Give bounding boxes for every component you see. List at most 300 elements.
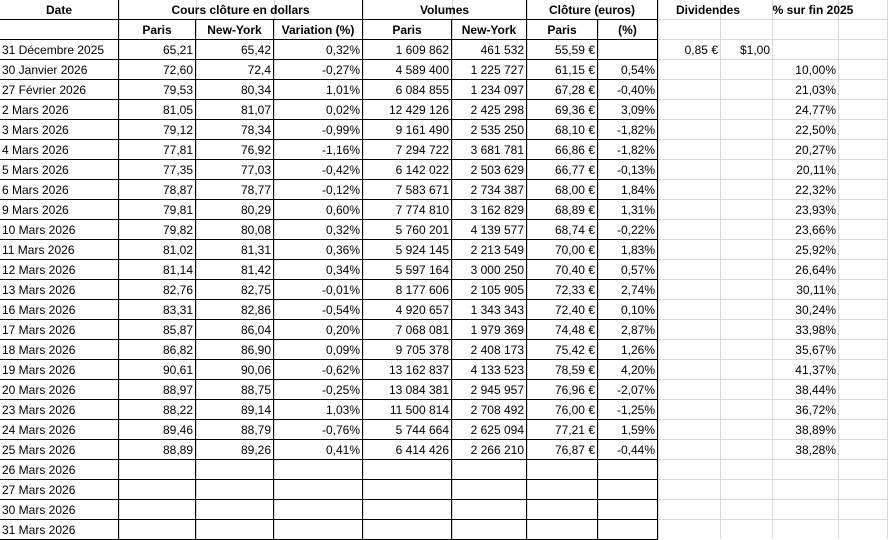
cell-date[interactable]: 23 Mars 2026 bbox=[0, 400, 119, 420]
cell-dividend-eur[interactable] bbox=[658, 100, 720, 120]
cell-close-new-york[interactable] bbox=[196, 500, 274, 520]
table-row bbox=[0, 440, 888, 460]
cell-dividend-eur[interactable] bbox=[658, 400, 720, 420]
cell-dividend-usd[interactable] bbox=[720, 160, 772, 180]
cell-euro-paris[interactable]: 68,89 € bbox=[527, 200, 598, 220]
cell-euro-pct[interactable] bbox=[598, 40, 658, 60]
cell-pct-fin-2025[interactable]: 41,37% bbox=[795, 363, 836, 377]
cell-pct-fin-2025[interactable]: 22,50% bbox=[795, 123, 836, 137]
cell-variation[interactable]: -1,16% bbox=[274, 140, 363, 160]
cell-date[interactable]: 11 Mars 2026 bbox=[0, 240, 119, 260]
cell-close-new-york[interactable]: 77,03 bbox=[196, 160, 274, 180]
cell-variation[interactable] bbox=[274, 500, 363, 520]
cell-dividend-eur[interactable] bbox=[658, 200, 720, 220]
cell-euro-paris[interactable] bbox=[527, 520, 598, 540]
cell-dividend-usd[interactable] bbox=[720, 380, 772, 400]
cell-volume-new-york[interactable]: 1 343 343 bbox=[452, 300, 527, 320]
cell-euro-paris[interactable]: 77,21 € bbox=[527, 420, 598, 440]
cell-variation[interactable]: -0,54% bbox=[274, 300, 363, 320]
cell-variation[interactable]: -0,99% bbox=[274, 120, 363, 140]
cell-dividend-usd[interactable] bbox=[720, 400, 772, 420]
cell-close-paris[interactable] bbox=[119, 520, 196, 540]
cell-close-paris[interactable] bbox=[119, 500, 196, 520]
table-row bbox=[0, 140, 888, 160]
cell-euro-paris[interactable]: 76,87 € bbox=[527, 440, 598, 460]
cell-dividend-usd[interactable] bbox=[720, 60, 772, 80]
cell-variation[interactable]: 0,20% bbox=[274, 320, 363, 340]
cell-close-paris[interactable]: 86,82 bbox=[119, 340, 196, 360]
cell-close-paris[interactable] bbox=[119, 460, 196, 480]
cell-euro-paris[interactable] bbox=[527, 460, 598, 480]
table-row bbox=[0, 60, 888, 80]
cell-pct-fin-2025[interactable] bbox=[772, 520, 838, 540]
header-variation[interactable]: Variation (%) bbox=[274, 20, 363, 40]
cell-close-paris[interactable] bbox=[119, 480, 196, 500]
cell-euro-paris[interactable]: 74,48 € bbox=[527, 320, 598, 340]
table-row bbox=[0, 200, 888, 220]
cell-variation[interactable]: -0,62% bbox=[274, 360, 363, 380]
cell-pct-fin-2025[interactable]: 22,32% bbox=[795, 183, 836, 197]
cell-dividend-usd[interactable]: $1,00 bbox=[739, 43, 770, 57]
cell-date[interactable]: 27 Février 2026 bbox=[0, 80, 119, 100]
cell-dividend-usd[interactable] bbox=[720, 140, 772, 160]
cell-volume-new-york[interactable] bbox=[452, 520, 527, 540]
cell-close-paris[interactable]: 81,14 bbox=[119, 260, 196, 280]
cell-volume-new-york[interactable]: 2 266 210 bbox=[452, 440, 527, 460]
cell-dividend-eur[interactable]: 0,85 € bbox=[684, 43, 718, 57]
cell-date[interactable]: 26 Mars 2026 bbox=[0, 460, 119, 480]
cell-euro-paris[interactable] bbox=[527, 500, 598, 520]
cell-dividend-eur[interactable] bbox=[658, 520, 720, 540]
cell-date[interactable]: 31 Décembre 2025 bbox=[0, 40, 119, 60]
cell-dividend-usd[interactable] bbox=[720, 280, 772, 300]
cell-variation[interactable]: 1,01% bbox=[274, 80, 363, 100]
cell-date[interactable]: 10 Mars 2026 bbox=[0, 220, 119, 240]
cell-date[interactable]: 27 Mars 2026 bbox=[0, 480, 119, 500]
cell-close-new-york[interactable]: 81,42 bbox=[196, 260, 274, 280]
cell-volume-new-york[interactable]: 3 162 829 bbox=[452, 200, 527, 220]
cell-volume-new-york[interactable]: 2 213 549 bbox=[452, 240, 527, 260]
cell-euro-paris[interactable]: 66,77 € bbox=[527, 160, 598, 180]
cell-euro-pct[interactable]: -0,13% bbox=[598, 160, 658, 180]
cell-euro-pct[interactable]: 0,54% bbox=[598, 60, 658, 80]
cell-close-paris[interactable]: 79,82 bbox=[119, 220, 196, 240]
cell-close-new-york[interactable]: 78,34 bbox=[196, 120, 274, 140]
cell-volume-paris[interactable]: 7 774 810 bbox=[363, 200, 452, 220]
cell-volume-new-york[interactable]: 4 139 577 bbox=[452, 220, 527, 240]
cell-euro-paris[interactable]: 75,42 € bbox=[527, 340, 598, 360]
cell-date[interactable]: 6 Mars 2026 bbox=[0, 180, 119, 200]
cell-close-new-york[interactable]: 88,79 bbox=[196, 420, 274, 440]
cell-euro-paris[interactable]: 78,59 € bbox=[527, 360, 598, 380]
cell-volume-paris[interactable]: 7 583 671 bbox=[363, 180, 452, 200]
cell-volume-paris[interactable]: 6 084 855 bbox=[363, 80, 452, 100]
cell-dividend-eur[interactable] bbox=[658, 380, 720, 400]
cell-dividend-usd[interactable] bbox=[720, 420, 772, 440]
cell-dividend-eur[interactable] bbox=[658, 360, 720, 380]
header-paris[interactable]: Paris bbox=[119, 20, 196, 40]
cell-close-new-york[interactable]: 65,42 bbox=[196, 40, 274, 60]
cell-euro-pct[interactable]: 0,10% bbox=[598, 300, 658, 320]
cell-volume-new-york[interactable]: 1 225 727 bbox=[452, 60, 527, 80]
header-volume-new-york[interactable]: New-York bbox=[452, 20, 527, 40]
cell-euro-pct[interactable]: 1,26% bbox=[598, 340, 658, 360]
cell-volume-new-york[interactable]: 2 708 492 bbox=[452, 400, 527, 420]
cell-dividend-eur[interactable] bbox=[658, 480, 720, 500]
cell-pct-fin-2025[interactable]: 30,11% bbox=[796, 283, 836, 297]
cell-dividend-usd[interactable] bbox=[720, 440, 772, 460]
cell-dividend-eur[interactable] bbox=[658, 320, 720, 340]
cell-euro-pct[interactable]: -0,44% bbox=[598, 440, 658, 460]
cell-variation[interactable]: -0,01% bbox=[274, 280, 363, 300]
cell-close-paris[interactable]: 85,87 bbox=[119, 320, 196, 340]
cell-pct-fin-2025[interactable]: 30,24% bbox=[795, 303, 836, 317]
cell-dividend-usd[interactable] bbox=[720, 320, 772, 340]
cell-euro-pct[interactable]: 1,31% bbox=[598, 200, 658, 220]
table-row bbox=[0, 160, 888, 180]
cell-volume-paris[interactable]: 4 920 657 bbox=[363, 300, 452, 320]
cell-euro-pct[interactable] bbox=[598, 500, 658, 520]
cell-variation[interactable]: 0,32% bbox=[274, 40, 363, 60]
cell-volume-paris[interactable]: 1 609 862 bbox=[363, 40, 452, 60]
cell-euro-paris[interactable]: 76,00 € bbox=[527, 400, 598, 420]
cell-pct-fin-2025[interactable]: 21,03% bbox=[795, 83, 836, 97]
cell-euro-pct[interactable]: -1,25% bbox=[598, 400, 658, 420]
cell-dividend-usd[interactable] bbox=[720, 80, 772, 100]
cell-close-paris[interactable]: 77,81 bbox=[119, 140, 196, 160]
cell-close-paris[interactable]: 89,46 bbox=[119, 420, 196, 440]
cell-close-new-york[interactable]: 82,75 bbox=[196, 280, 274, 300]
cell-dividend-usd[interactable] bbox=[720, 340, 772, 360]
cell-pct-fin-2025[interactable]: 33,98% bbox=[795, 323, 836, 337]
cell-euro-paris[interactable] bbox=[527, 480, 598, 500]
cell-dividend-usd[interactable] bbox=[720, 300, 772, 320]
cell-date[interactable]: 24 Mars 2026 bbox=[0, 420, 119, 440]
cell-close-new-york[interactable] bbox=[196, 460, 274, 480]
cell-date[interactable]: 19 Mars 2026 bbox=[0, 360, 119, 380]
cell-euro-pct[interactable]: -0,22% bbox=[598, 220, 658, 240]
cell-close-new-york[interactable]: 76,92 bbox=[196, 140, 274, 160]
cell-variation[interactable]: 0,32% bbox=[274, 220, 363, 240]
cell-dividend-eur[interactable] bbox=[658, 500, 720, 520]
cell-volume-paris[interactable]: 9 161 490 bbox=[363, 120, 452, 140]
table-row bbox=[0, 260, 888, 280]
cell-volume-new-york[interactable]: 2 945 957 bbox=[452, 380, 527, 400]
cell-close-new-york[interactable] bbox=[196, 520, 274, 540]
cell-variation[interactable]: 0,41% bbox=[274, 440, 363, 460]
cell-dividend-eur[interactable] bbox=[658, 120, 720, 140]
cell-euro-paris[interactable]: 69,36 € bbox=[527, 100, 598, 120]
cell-euro-pct[interactable] bbox=[598, 460, 658, 480]
cell-euro-pct[interactable]: 4,20% bbox=[598, 360, 658, 380]
cell-euro-pct[interactable]: -1,82% bbox=[598, 140, 658, 160]
cell-close-new-york[interactable]: 81,31 bbox=[196, 240, 274, 260]
cell-volume-new-york[interactable]: 1 979 369 bbox=[452, 320, 527, 340]
cell-variation[interactable]: 0,34% bbox=[274, 260, 363, 280]
cell-pct-fin-2025[interactable]: 38,89% bbox=[795, 423, 836, 437]
cell-close-paris[interactable]: 72,60 bbox=[119, 60, 196, 80]
cell-pct-fin-2025[interactable]: 23,93% bbox=[795, 203, 836, 217]
cell-euro-paris[interactable]: 55,59 € bbox=[527, 40, 598, 60]
cell-volume-paris[interactable]: 7 068 081 bbox=[363, 320, 452, 340]
cell-euro-paris[interactable]: 76,96 € bbox=[527, 380, 598, 400]
cell-dividend-usd[interactable] bbox=[720, 260, 772, 280]
cell-close-new-york[interactable]: 80,34 bbox=[196, 80, 274, 100]
cell-volume-paris[interactable]: 12 429 126 bbox=[363, 100, 452, 120]
cell-volume-new-york[interactable]: 2 425 298 bbox=[452, 100, 527, 120]
header-volume-paris[interactable]: Paris bbox=[363, 20, 452, 40]
cell-volume-paris[interactable]: 6 414 426 bbox=[363, 440, 452, 460]
cell-variation[interactable]: 0,36% bbox=[274, 240, 363, 260]
cell-volume-new-york[interactable]: 2 535 250 bbox=[452, 120, 527, 140]
cell-euro-pct[interactable]: -2,07% bbox=[598, 380, 658, 400]
cell-dividend-usd[interactable] bbox=[720, 360, 772, 380]
cell-close-new-york[interactable]: 80,08 bbox=[196, 220, 274, 240]
cell-euro-paris[interactable]: 72,40 € bbox=[527, 300, 598, 320]
cell-volume-new-york[interactable]: 1 234 097 bbox=[452, 80, 527, 100]
cell-date[interactable]: 25 Mars 2026 bbox=[0, 440, 119, 460]
cell-pct-fin-2025[interactable]: 38,44% bbox=[795, 383, 836, 397]
cell-dividend-eur[interactable] bbox=[658, 80, 720, 100]
cell-dividend-usd[interactable] bbox=[720, 460, 772, 480]
cell-date[interactable]: 20 Mars 2026 bbox=[0, 380, 119, 400]
cell-volume-new-york[interactable]: 2 503 629 bbox=[452, 160, 527, 180]
cell-close-new-york[interactable]: 90,06 bbox=[196, 360, 274, 380]
cell-dividend-eur[interactable] bbox=[658, 160, 720, 180]
cell-euro-pct[interactable]: 0,57% bbox=[598, 260, 658, 280]
cell-volume-new-york[interactable]: 3 681 781 bbox=[452, 140, 527, 160]
cell-dividend-usd[interactable] bbox=[720, 120, 772, 140]
cell-close-paris[interactable]: 81,02 bbox=[119, 240, 196, 260]
header-row-2 bbox=[0, 20, 888, 40]
header-cours-group[interactable]: Cours clôture en dollars bbox=[119, 0, 363, 20]
cell-euro-paris[interactable]: 68,10 € bbox=[527, 120, 598, 140]
header-euro-paris[interactable]: Paris bbox=[527, 20, 598, 40]
cell-volume-paris[interactable]: 5 760 201 bbox=[363, 220, 452, 240]
cell-volume-paris[interactable]: 6 142 022 bbox=[363, 160, 452, 180]
cell-volume-paris[interactable] bbox=[363, 480, 452, 500]
cell-volume-paris[interactable]: 5 744 664 bbox=[363, 420, 452, 440]
cell-dividend-eur[interactable] bbox=[658, 280, 720, 300]
cell-close-paris[interactable]: 65,21 bbox=[119, 40, 196, 60]
cell-close-new-york[interactable]: 86,90 bbox=[196, 340, 274, 360]
cell-variation[interactable]: 1,03% bbox=[274, 400, 363, 420]
cell-volume-paris[interactable] bbox=[363, 460, 452, 480]
cell-variation[interactable]: -0,27% bbox=[274, 60, 363, 80]
cell-close-new-york[interactable] bbox=[196, 480, 274, 500]
cell-euro-pct[interactable] bbox=[598, 480, 658, 500]
cell-euro-paris[interactable]: 68,74 € bbox=[527, 220, 598, 240]
cell-dividend-eur[interactable] bbox=[658, 140, 720, 160]
cell-euro-paris[interactable]: 70,00 € bbox=[527, 240, 598, 260]
cell-volume-paris[interactable]: 8 177 606 bbox=[363, 280, 452, 300]
cell-close-paris[interactable]: 77,35 bbox=[119, 160, 196, 180]
cell-date[interactable]: 9 Mars 2026 bbox=[0, 200, 119, 220]
table-row bbox=[0, 360, 888, 380]
cell-euro-paris[interactable]: 70,40 € bbox=[527, 260, 598, 280]
cell-dividend-usd[interactable] bbox=[720, 180, 772, 200]
cell-euro-pct[interactable]: -0,40% bbox=[598, 80, 658, 100]
cell-volume-paris[interactable]: 5 597 164 bbox=[363, 260, 452, 280]
cell-volume-new-york[interactable]: 2 625 094 bbox=[452, 420, 527, 440]
cell-euro-paris[interactable]: 61,15 € bbox=[527, 60, 598, 80]
cell-volume-paris[interactable] bbox=[363, 500, 452, 520]
cell-date[interactable]: 18 Mars 2026 bbox=[0, 340, 119, 360]
cell-dividend-eur[interactable] bbox=[658, 60, 720, 80]
cell-dividend-usd[interactable] bbox=[720, 480, 772, 500]
cell-dividend-eur[interactable] bbox=[658, 340, 720, 360]
header-pct-fin-2025[interactable]: % sur fin 2025 bbox=[772, 3, 854, 17]
cell-euro-pct[interactable]: 1,83% bbox=[598, 240, 658, 260]
cell-close-new-york[interactable]: 78,77 bbox=[196, 180, 274, 200]
cell-volume-paris[interactable]: 7 294 722 bbox=[363, 140, 452, 160]
cell-pct-fin-2025[interactable] bbox=[772, 500, 838, 520]
cell-volume-new-york[interactable]: 2 105 905 bbox=[452, 280, 527, 300]
cell-close-paris[interactable]: 79,53 bbox=[119, 80, 196, 100]
table-row bbox=[0, 460, 888, 480]
cell-volume-new-york[interactable]: 461 532 bbox=[452, 40, 527, 60]
cell-dividend-usd[interactable] bbox=[720, 240, 772, 260]
cell-volume-paris[interactable]: 4 589 400 bbox=[363, 60, 452, 80]
cell-variation[interactable] bbox=[274, 520, 363, 540]
cell-pct-fin-2025[interactable]: 35,67% bbox=[795, 343, 836, 357]
cell-close-paris[interactable]: 90,61 bbox=[119, 360, 196, 380]
cell-variation[interactable]: 0,60% bbox=[274, 200, 363, 220]
cell-volume-paris[interactable]: 13 162 837 bbox=[363, 360, 452, 380]
header-date-empty[interactable] bbox=[0, 20, 119, 40]
cell-dividend-eur[interactable] bbox=[658, 220, 720, 240]
cell-dividend-usd[interactable] bbox=[720, 100, 772, 120]
cell-date[interactable]: 4 Mars 2026 bbox=[0, 140, 119, 160]
cell-close-paris[interactable]: 88,97 bbox=[119, 380, 196, 400]
cell-volume-new-york[interactable]: 3 000 250 bbox=[452, 260, 527, 280]
cell-variation[interactable]: 0,09% bbox=[274, 340, 363, 360]
cell-euro-paris[interactable]: 72,33 € bbox=[527, 280, 598, 300]
cell-pct-fin-2025[interactable]: 24,77% bbox=[795, 103, 836, 117]
header-cloture-euros-group[interactable]: Clôture (euros) bbox=[527, 0, 658, 20]
cell-close-new-york[interactable]: 72,4 bbox=[196, 60, 274, 80]
cell-volume-paris[interactable] bbox=[363, 520, 452, 540]
cell-dividend-usd[interactable] bbox=[720, 520, 772, 540]
cell-close-new-york[interactable]: 88,75 bbox=[196, 380, 274, 400]
cell-pct-fin-2025[interactable]: 25,92% bbox=[795, 243, 836, 257]
header-volumes-group[interactable]: Volumes bbox=[363, 0, 527, 20]
cell-dividend-eur[interactable] bbox=[658, 300, 720, 320]
cell-euro-pct[interactable]: -1,82% bbox=[598, 120, 658, 140]
table-row bbox=[0, 340, 888, 360]
header-date[interactable]: Date bbox=[0, 0, 119, 20]
cell-date[interactable]: 31 Mars 2026 bbox=[0, 520, 119, 540]
cell-pct-fin-2025[interactable]: 38,28% bbox=[795, 443, 836, 457]
cell-variation[interactable]: -0,76% bbox=[274, 420, 363, 440]
cell-pct-fin-2025[interactable] bbox=[772, 40, 838, 60]
cell-pct-fin-2025[interactable] bbox=[772, 460, 838, 480]
cell-dividend-usd[interactable] bbox=[720, 220, 772, 240]
cell-close-new-york[interactable]: 82,86 bbox=[196, 300, 274, 320]
cell-pct-fin-2025[interactable]: 36,72% bbox=[795, 403, 836, 417]
cell-dividend-eur[interactable] bbox=[658, 260, 720, 280]
cell-variation[interactable] bbox=[274, 480, 363, 500]
header-new-york[interactable]: New-York bbox=[196, 20, 274, 40]
cell-euro-pct[interactable]: 2,87% bbox=[598, 320, 658, 340]
cell-volume-paris[interactable]: 13 084 381 bbox=[363, 380, 452, 400]
cell-close-paris[interactable]: 81,05 bbox=[119, 100, 196, 120]
cell-dividend-eur[interactable] bbox=[658, 240, 720, 260]
cell-pct-fin-2025[interactable]: 10,00% bbox=[795, 63, 836, 77]
cell-close-new-york[interactable]: 81,07 bbox=[196, 100, 274, 120]
header-euro-pct[interactable]: (%) bbox=[598, 20, 658, 40]
cell-euro-paris[interactable]: 66,86 € bbox=[527, 140, 598, 160]
cell-date[interactable]: 13 Mars 2026 bbox=[0, 280, 119, 300]
cell-date[interactable]: 30 Mars 2026 bbox=[0, 500, 119, 520]
cell-volume-paris[interactable]: 5 924 145 bbox=[363, 240, 452, 260]
cell-close-paris[interactable]: 79,81 bbox=[119, 200, 196, 220]
cell-euro-pct[interactable]: 1,59% bbox=[598, 420, 658, 440]
cell-close-paris[interactable]: 88,22 bbox=[119, 400, 196, 420]
cell-dividend-eur[interactable] bbox=[658, 440, 720, 460]
cell-variation[interactable]: -0,42% bbox=[274, 160, 363, 180]
cell-euro-pct[interactable]: 1,84% bbox=[598, 180, 658, 200]
cell-euro-paris[interactable]: 67,28 € bbox=[527, 80, 598, 100]
cell-dividend-eur[interactable] bbox=[658, 420, 720, 440]
cell-volume-new-york[interactable] bbox=[452, 460, 527, 480]
cell-volume-paris[interactable]: 11 500 814 bbox=[363, 400, 452, 420]
header-dividendes[interactable]: Dividendes bbox=[675, 3, 741, 17]
cell-date[interactable]: 12 Mars 2026 bbox=[0, 260, 119, 280]
cell-date[interactable]: 16 Mars 2026 bbox=[0, 300, 119, 320]
cell-close-paris[interactable]: 79,12 bbox=[119, 120, 196, 140]
cell-close-paris[interactable]: 82,76 bbox=[119, 280, 196, 300]
cell-volume-new-york[interactable] bbox=[452, 480, 527, 500]
cell-date[interactable]: 17 Mars 2026 bbox=[0, 320, 119, 340]
cell-volume-new-york[interactable]: 2 734 387 bbox=[452, 180, 527, 200]
cell-close-new-york[interactable]: 86,04 bbox=[196, 320, 274, 340]
cell-date[interactable]: 30 Janvier 2026 bbox=[0, 60, 119, 80]
cell-close-paris[interactable]: 88,89 bbox=[119, 440, 196, 460]
cell-date[interactable]: 5 Mars 2026 bbox=[0, 160, 119, 180]
cell-date[interactable]: 3 Mars 2026 bbox=[0, 120, 119, 140]
cell-close-new-york[interactable]: 89,26 bbox=[196, 440, 274, 460]
cell-dividend-usd[interactable] bbox=[720, 200, 772, 220]
cell-variation[interactable]: -0,25% bbox=[274, 380, 363, 400]
cell-dividend-eur[interactable] bbox=[658, 180, 720, 200]
cell-pct-fin-2025[interactable]: 20,11% bbox=[796, 163, 836, 177]
cell-variation[interactable]: -0,12% bbox=[274, 180, 363, 200]
cell-pct-fin-2025[interactable]: 23,66% bbox=[795, 223, 836, 237]
cell-dividend-eur[interactable] bbox=[658, 460, 720, 480]
cell-close-new-york[interactable]: 89,14 bbox=[196, 400, 274, 420]
cell-dividend-usd[interactable] bbox=[720, 500, 772, 520]
cell-volume-new-york[interactable]: 2 408 173 bbox=[452, 340, 527, 360]
cell-volume-new-york[interactable] bbox=[452, 500, 527, 520]
cell-euro-pct[interactable] bbox=[598, 520, 658, 540]
cell-variation[interactable] bbox=[274, 460, 363, 480]
header-row-1 bbox=[0, 0, 888, 20]
cell-volume-new-york[interactable]: 4 133 523 bbox=[452, 360, 527, 380]
cell-pct-fin-2025[interactable]: 26,64% bbox=[795, 263, 836, 277]
cell-close-paris[interactable]: 78,87 bbox=[119, 180, 196, 200]
cell-pct-fin-2025[interactable]: 20,27% bbox=[795, 143, 836, 157]
cell-euro-paris[interactable]: 68,00 € bbox=[527, 180, 598, 200]
cell-euro-pct[interactable]: 2,74% bbox=[598, 280, 658, 300]
cell-variation[interactable]: 0,02% bbox=[274, 100, 363, 120]
cell-volume-paris[interactable]: 9 705 378 bbox=[363, 340, 452, 360]
cell-close-new-york[interactable]: 80,29 bbox=[196, 200, 274, 220]
cell-pct-fin-2025[interactable] bbox=[772, 480, 838, 500]
cell-close-paris[interactable]: 83,31 bbox=[119, 300, 196, 320]
cell-date[interactable]: 2 Mars 2026 bbox=[0, 100, 119, 120]
cell-euro-pct[interactable]: 3,09% bbox=[598, 100, 658, 120]
